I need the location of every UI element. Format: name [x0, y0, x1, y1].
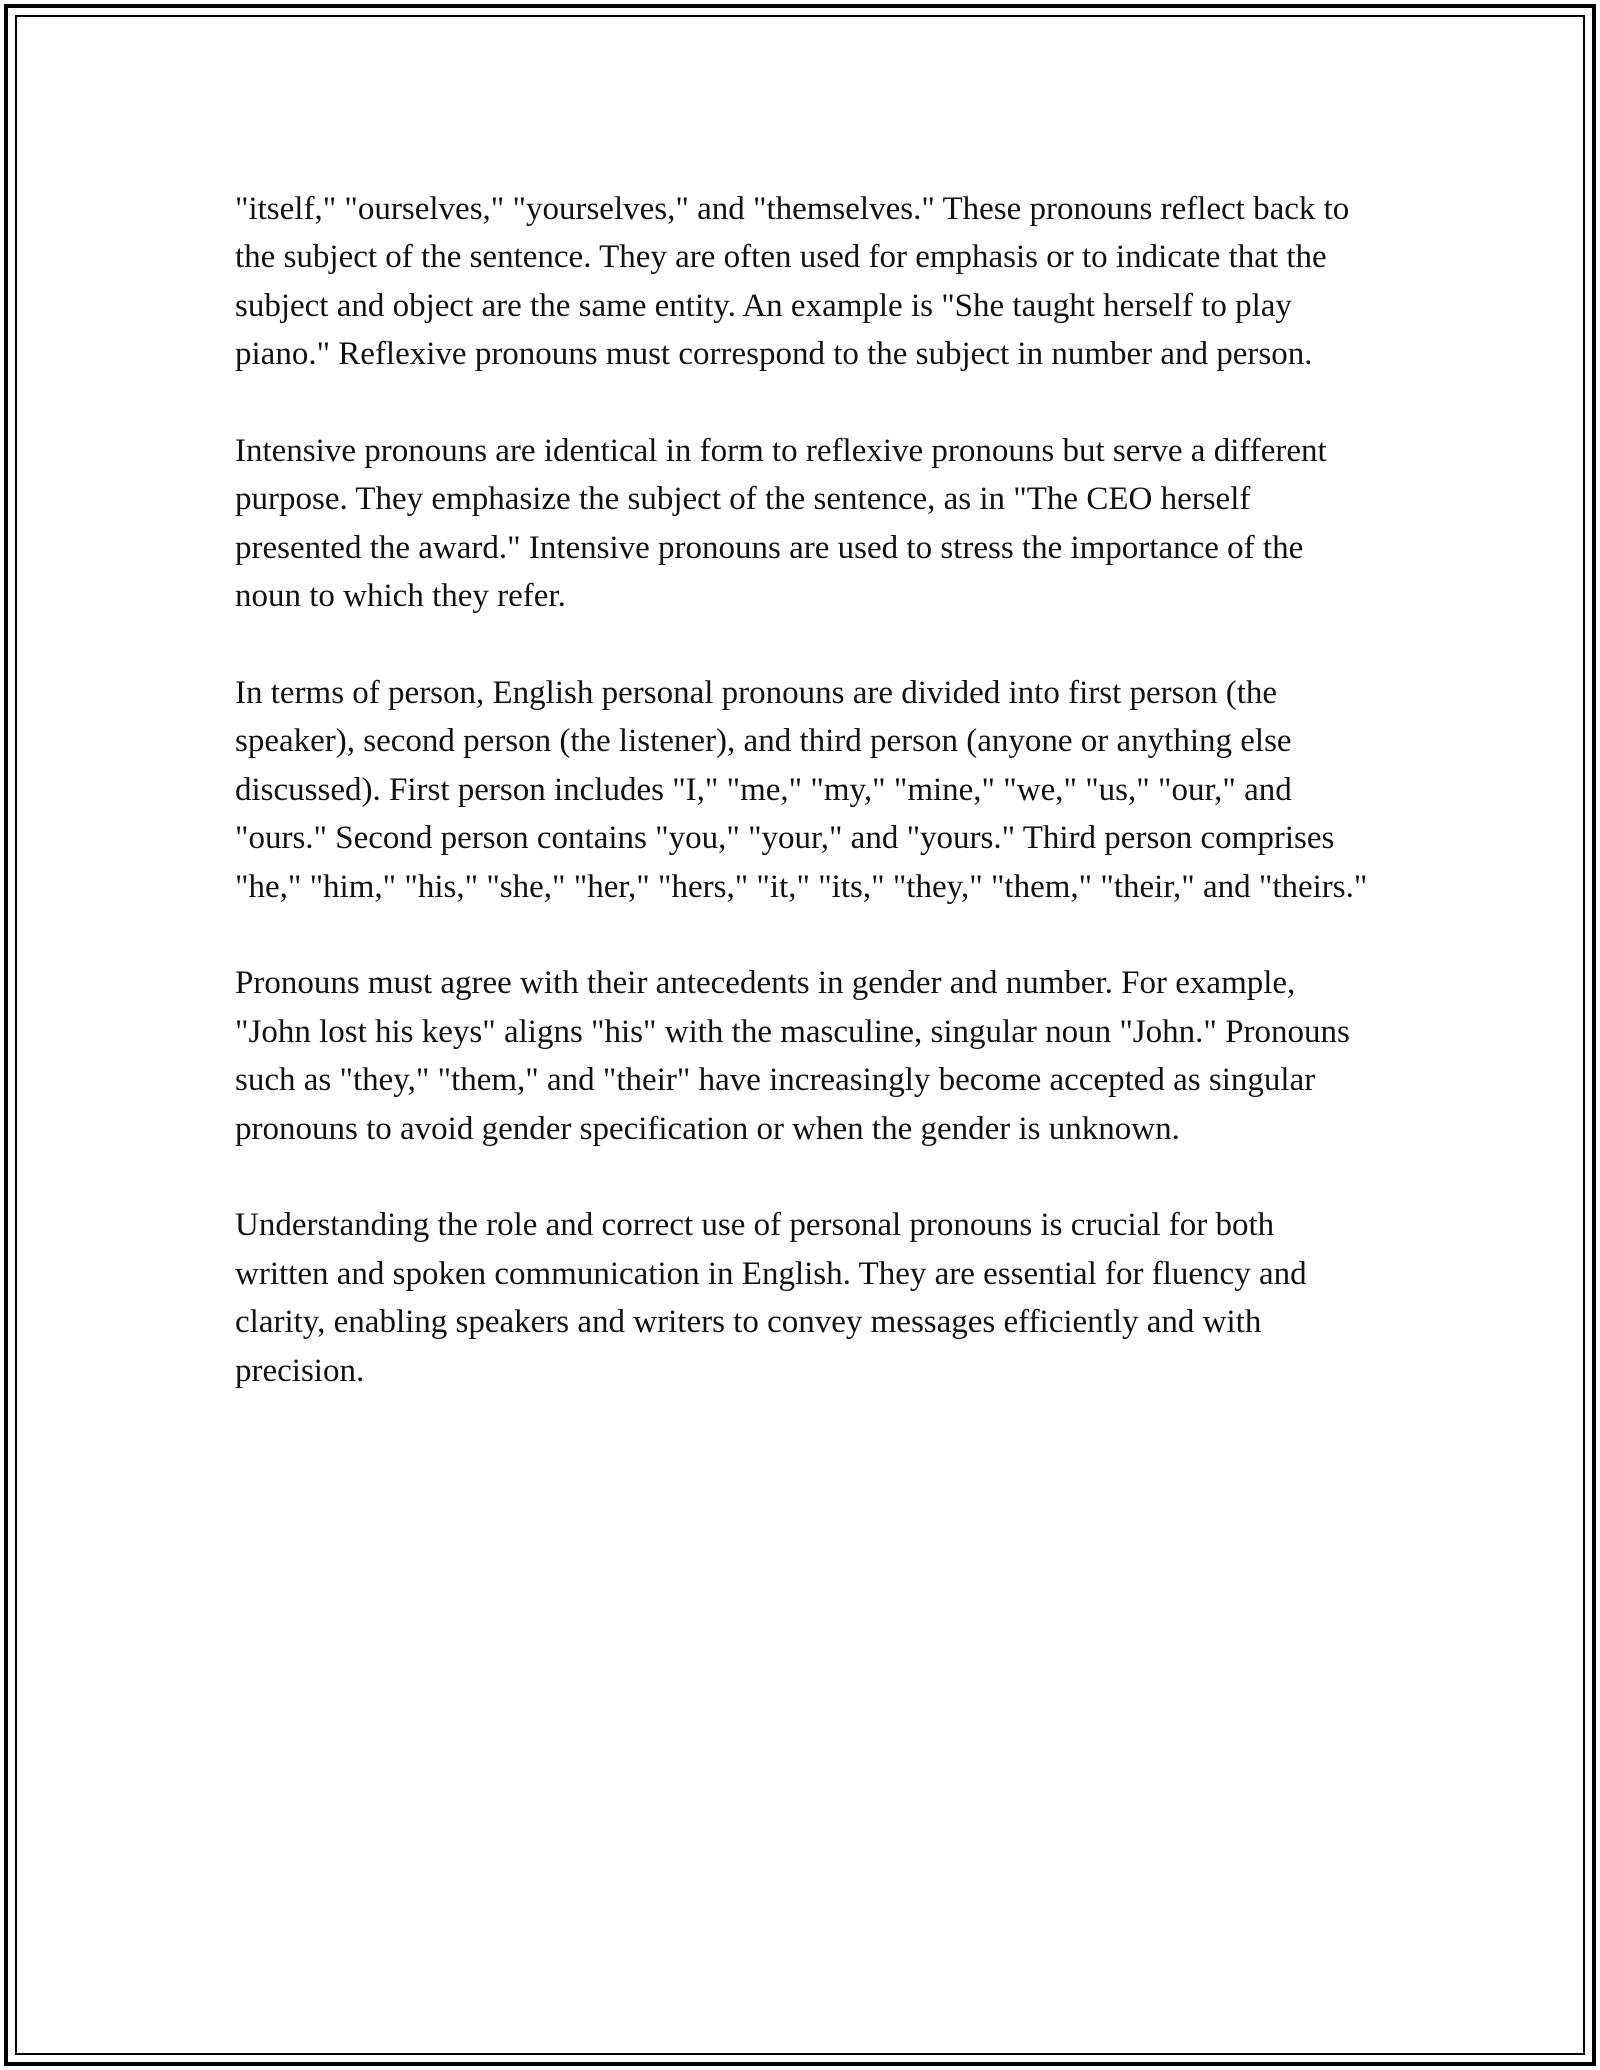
paragraph-agreement: Pronouns must agree with their antecedents in gender and number. For example, "John lost his keys" aligns "his" with the masculine, singular noun "John." Pronouns such as "they," "them," and "their" have increasingly become accepted as singular pronouns to avoid gender specification or when the gender is unknown.	[235, 965, 1350, 1147]
paragraph-intensive-pronouns: Intensive pronouns are identical in form to reflexive pronouns but serve a different purpose. They emphasize the subject of the sentence, as in "The CEO herself presented the award." Intensive pronouns are used to stress the importance of the noun to which they refer.	[235, 433, 1327, 615]
document-body	[235, 185, 1375, 1443]
paragraph-conclusion: Understanding the role and correct use of personal pronouns is crucial for both written and spoken communication in English. They are essential for fluency and clarity, enabling speakers and writers to convey messages efficiently and with precision.	[235, 1207, 1307, 1389]
paragraph-reflexive-pronouns: "itself," "ourselves," "yourselves," and "themselves." These pronouns reflect back to the subject of the sentence. They are often used for emphasis or to indicate that the subject and object are the same entity. An example is "She taught herself to play piano." Reflexive pronouns must correspond to the subject in number and person.	[235, 191, 1350, 373]
paragraph-person: In terms of person, English personal pronouns are divided into first person (the speaker), second person (the listener), and third person (anyone or anything else discussed). First person includes "I," "me," "my," "mine," "we," "us," "our," and "ours." Second person contains "you," "your," and "yours." Third person comprises "he," "him," "his," "she," "her," "hers," "it," "its," "they," "them," "their," and "theirs."	[235, 675, 1368, 905]
